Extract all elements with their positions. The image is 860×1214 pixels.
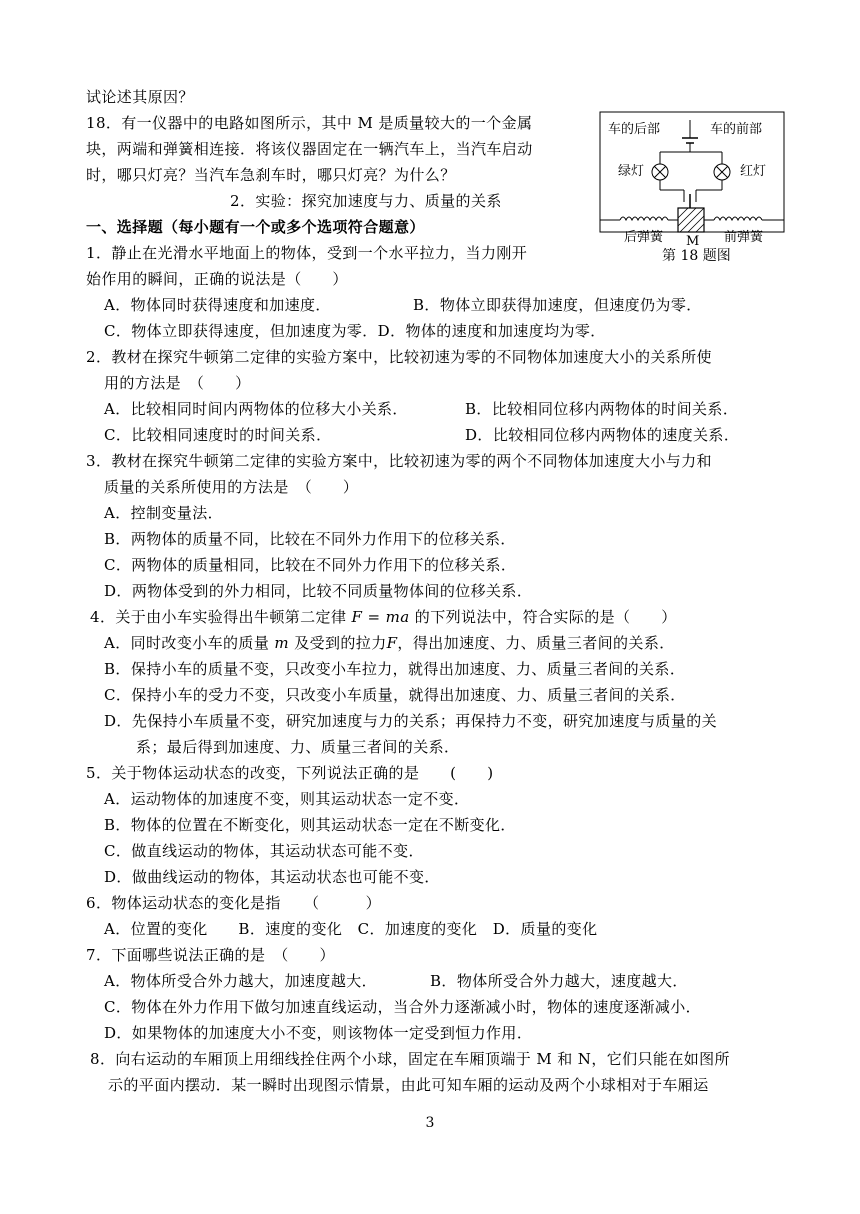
q6-options: A．位置的变化 B．速度的变化 C．加速度的变化 D．质量的变化 [104,920,598,938]
q7-option-c: C．物体在外力作用下做匀加速直线运动，当合外力逐渐减小时，物体的速度逐渐减小． [104,998,702,1016]
question-18-line3: 时，哪只灯亮？当汽车急刹车时，哪只灯亮？为什么？ [86,166,456,184]
q2-option-c: C．比较相同速度时的时间关系． [104,426,332,444]
front-spring-label: 前弹簧 [724,230,764,245]
q2-option-b: B．比较相同位移内两物体的时间关系． [465,400,739,418]
q4-option-d-line2: 系；最后得到加速度、力、质量三者间的关系． [136,738,460,756]
q8-stem-line1: 8．向右运动的车厢顶上用细线拴住两个小球，固定在车厢顶端于 M 和 N，它们只能在如图所 [90,1050,730,1068]
q1-stem-line2: 始作用的瞬间，正确的说法是（ ） [86,270,348,288]
q4-option-a-f: F [386,634,398,652]
q4-option-a-part1: A．同时改变小车的质量 [104,634,270,652]
q1-option-cd: C．物体立即获得速度，但加速度为零．D．物体的速度和加速度均为零． [104,322,606,340]
question-18-line2: 块，两端和弹簧相连接．将该仪器固定在一辆汽车上，当汽车启动 [86,140,533,158]
q1-stem-line1: 1．静止在光滑水平地面上的物体，受到一个水平拉力，当力刚开 [86,244,528,262]
section-title: 2．实验：探究加速度与力、质量的关系 [230,192,502,210]
circuit-figure [598,110,786,300]
q7-stem: 7．下面哪些说法正确的是 （ ） [86,946,335,964]
q5-option-a: A．运动物体的加速度不变，则其运动状态一定不变． [104,790,470,808]
q3-option-a: A．控制变量法． [104,504,224,522]
q4-stem-part2: 的下列说法中，符合实际的是（ ） [414,608,677,626]
q4-stem [90,606,677,628]
q5-option-c: C．做直线运动的物体，其运动状态可能不变． [104,842,424,860]
text-line: 试论述其原因？ [86,88,194,106]
rear-spring-label: 后弹簧 [624,230,664,245]
q5-option-b: B．物体的位置在不断变化，则其运动状态一定在不断变化． [104,816,516,834]
q3-option-d: D．两物体受到的外力相同，比较不同质量物体间的位移关系． [104,582,533,600]
mass-label: M [686,234,700,249]
q4-stem-part1: 4．关于由小车实验得出牛顿第二定律 [90,608,347,626]
figure-caption: 第 18 题图 [662,248,731,264]
q5-option-d: D．做曲线运动的物体，其运动状态也可能不变． [104,868,440,886]
q1-option-b: B．物体立即获得加速度，但速度仍为零． [413,296,702,314]
q7-option-d: D．如果物体的加速度大小不变，则该物体一定受到恒力作用． [104,1024,533,1042]
q1-option-a: A．物体同时获得速度和加速度． [104,296,331,314]
rear-spring-coil [620,217,668,220]
q2-stem-line1: 2．教材在探究牛顿第二定律的实验方案中，比较初速为零的不同物体加速度大小的关系所使 [86,348,712,366]
q7-option-b: B．物体所受合外力越大，速度越大． [430,972,688,990]
front-spring-coil [714,217,762,220]
q2-option-a: A．比较相同时间内两物体的位移大小关系． [104,400,408,418]
q4-formula: F = ma [351,608,410,626]
question-18-line1: 18．有一仪器中的电路如图所示，其中 M 是质量较大的一个金属 [86,114,533,132]
q3-option-c: C．两物体的质量相同，比较在不同外力作用下的位移关系． [104,556,517,574]
q4-option-a-m: m [274,634,290,652]
q4-option-d-line1: D．先保持小车质量不变，研究加速度与力的关系；再保持力不变，研究加速度与质量的关 [104,712,718,730]
q4-option-a-part2: 及受到的拉力 [294,634,387,652]
q4-option-a [104,632,675,654]
q7-option-a: A．物体所受合外力越大，加速度越大． [104,972,378,990]
q2-option-d: D．比较相同位移内两物体的速度关系． [465,426,740,444]
q5-stem: 5．关于物体运动状态的改变，下列说法正确的是 ( ) [86,764,494,782]
section-heading: 一、选择题（每小题有一个或多个选项符合题意） [86,218,425,236]
rear-label: 车的后部 [608,122,661,137]
q3-stem-line2: 质量的关系所使用的方法是 （ ） [104,478,359,496]
q8-stem-line2: 示的平面内摆动．某一瞬时出现图示情景，由此可知车厢的运动及两个小球相对于车厢运 [108,1076,709,1094]
front-label: 车的前部 [710,122,763,137]
q4-option-c: C．保持小车的受力不变，只改变小车质量，就得出加速度、力、质量三者间的关系． [104,686,686,704]
q3-stem-line1: 3．教材在探究牛顿第二定律的实验方案中，比较初速为零的两个不同物体加速度大小与力和 [86,452,712,470]
page-number: 3 [425,1115,435,1131]
q4-option-b: B．保持小车的质量不变，只改变小车拉力，就得出加速度、力、质量三者间的关系． [104,660,686,678]
q2-stem-line2: 用的方法是 （ ） [104,374,251,392]
q4-option-a-part3: ，得出加速度、力、质量三者间的关系． [397,634,675,652]
q3-option-b: B．两物体的质量不同，比较在不同外力作用下的位移关系． [104,530,516,548]
green-lamp-label: 绿灯 [618,164,645,179]
q6-stem: 6．物体运动状态的变化是指 （ ） [86,894,382,912]
red-lamp-label: 红灯 [740,164,767,179]
circuit-diagram [598,110,786,300]
